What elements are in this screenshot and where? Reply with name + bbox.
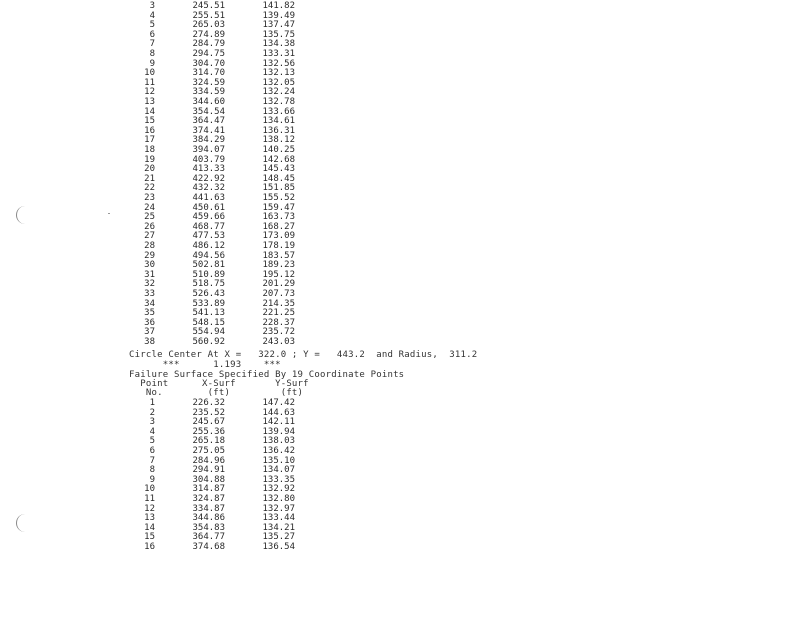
table-row [125,290,525,300]
y-surf-value: 142.68 [262,154,295,165]
y-surf-value: 134.61 [262,116,295,127]
table-row [125,40,525,50]
x-surf-value: 502.81 [192,260,225,271]
y-surf-value: 132.97 [262,503,295,514]
point-number: 38 [144,337,155,347]
x-surf-value: 334.59 [192,87,225,98]
table-row [125,50,525,60]
y-surf-value: 133.66 [262,106,295,117]
point-number: 16 [144,125,155,136]
coordinate-table-1 [125,2,525,352]
point-number: 17 [144,135,155,146]
y-surf-value: 148.45 [262,173,295,184]
table-row [125,88,525,98]
table-row [125,418,525,428]
x-surf-value: 413.33 [192,164,225,175]
x-surf-value: 560.92 [192,337,225,347]
y-surf-value: 138.12 [262,135,295,146]
x-surf-value: 494.56 [192,250,225,261]
point-number: 16 [144,542,155,552]
table-row [125,328,525,338]
y-surf-value: 136.54 [262,542,295,552]
x-surf-value: 384.29 [192,135,225,146]
table-row [125,12,525,22]
y-surf-value: 132.92 [262,484,295,495]
x-surf-value: 284.79 [192,39,225,50]
point-number: 4 [149,426,155,437]
point-number: 10 [144,68,155,79]
table-row [125,175,525,185]
x-surf-value: 548.15 [192,317,225,328]
y-surf-value: 139.49 [262,10,295,21]
y-surf-value: 135.75 [262,29,295,40]
y-surf-value: 159.47 [262,202,295,213]
table-row [125,261,525,271]
point-number: 14 [144,106,155,117]
x-surf-value: 554.94 [192,327,225,338]
table-row [125,184,525,194]
y-surf-value: 151.85 [262,183,295,194]
x-surf-value: 344.86 [192,513,225,524]
x-surf-value: 274.89 [192,29,225,40]
point-number: 19 [144,154,155,165]
point-number: 12 [144,87,155,98]
table-row [125,495,525,505]
table-row [125,533,525,543]
point-number: 2 [149,407,155,418]
point-number: 11 [144,494,155,504]
x-surf-value: 450.61 [192,202,225,213]
x-surf-value: 422.92 [192,173,225,184]
x-surf-value: 533.89 [192,298,225,309]
x-surf-value: 284.96 [192,455,225,466]
point-number: 25 [144,212,155,223]
point-number: 3 [149,417,155,428]
x-surf-value: 235.52 [192,407,225,418]
y-surf-value: 195.12 [262,269,295,280]
point-number: 29 [144,250,155,261]
table-row [125,2,525,12]
scan-speck [108,213,110,214]
x-surf-value: 294.75 [192,49,225,59]
point-number: 9 [149,474,155,485]
point-number: 33 [144,289,155,299]
table-row [125,242,525,252]
x-surf-value: 314.87 [192,484,225,495]
point-number: 26 [144,221,155,232]
point-number: 34 [144,298,155,309]
y-surf-value: 163.73 [262,212,295,223]
table-row [125,165,525,175]
point-number: 18 [144,145,155,155]
x-surf-value: 510.89 [192,269,225,280]
y-surf-value: 135.27 [262,532,295,543]
point-number: 6 [149,446,155,456]
x-surf-value: 255.36 [192,426,225,437]
y-surf-value: 173.09 [262,231,295,242]
y-surf-value: 243.03 [262,337,295,347]
point-number: 13 [144,97,155,107]
table-row [125,252,525,262]
x-surf-value: 526.43 [192,289,225,299]
x-surf-value: 226.32 [192,398,225,408]
point-number: 7 [149,39,155,50]
point-number: 37 [144,327,155,338]
table-row [125,319,525,329]
table-row [125,271,525,281]
y-surf-value: 136.42 [262,446,295,456]
punch-hole-bottom [16,514,27,532]
table-row [125,204,525,214]
y-surf-value: 138.03 [262,436,295,447]
y-surf-value: 142.11 [262,417,295,428]
y-surf-value: 132.05 [262,77,295,88]
coordinate-table-2 [125,399,525,559]
x-surf-value: 265.18 [192,436,225,447]
point-number: 4 [149,10,155,21]
x-surf-value: 245.51 [192,1,225,11]
table-row [125,485,525,495]
y-surf-value: 145.43 [262,164,295,175]
point-number: 5 [149,20,155,31]
table-row [125,136,525,146]
y-surf-value: 183.57 [262,250,295,261]
table-row [125,466,525,476]
x-surf-value: 304.88 [192,474,225,485]
x-surf-value: 304.70 [192,58,225,69]
x-surf-value: 468.77 [192,221,225,232]
x-surf-value: 459.66 [192,212,225,223]
column-header-labels: Point X-Surf Y-Surf [129,379,309,389]
table-row [125,127,525,137]
y-surf-value: 132.56 [262,58,295,69]
y-surf-value: 235.72 [262,327,295,338]
x-surf-value: 255.51 [192,10,225,21]
table-row [125,505,525,515]
y-surf-value: 134.38 [262,39,295,50]
x-surf-value: 432.32 [192,183,225,194]
y-surf-value: 132.13 [262,68,295,79]
point-number: 22 [144,183,155,194]
y-surf-value: 134.21 [262,522,295,533]
y-surf-value: 132.80 [262,494,295,504]
point-number: 3 [149,1,155,11]
x-surf-value: 334.87 [192,503,225,514]
table-row [125,309,525,319]
x-surf-value: 314.70 [192,68,225,79]
y-surf-value: 221.25 [262,308,295,319]
point-number: 12 [144,503,155,514]
table-row [125,31,525,41]
y-surf-value: 139.94 [262,426,295,437]
y-surf-value: 178.19 [262,241,295,251]
point-number: 23 [144,193,155,203]
point-number: 1 [149,398,155,408]
point-number: 15 [144,116,155,127]
point-number: 8 [149,465,155,476]
point-number: 14 [144,522,155,533]
y-surf-value: 132.78 [262,97,295,107]
punch-hole-top [16,206,27,224]
table-row [125,338,525,348]
point-number: 32 [144,279,155,290]
table-row [125,280,525,290]
table-row [125,223,525,233]
point-number: 28 [144,241,155,251]
table-row [125,213,525,223]
y-surf-value: 201.29 [262,279,295,290]
y-surf-value: 135.10 [262,455,295,466]
point-number: 13 [144,513,155,524]
table-row [125,21,525,31]
point-number: 35 [144,308,155,319]
table-row [125,447,525,457]
table-row [125,476,525,486]
x-surf-value: 486.12 [192,241,225,251]
x-surf-value: 344.60 [192,97,225,107]
point-number: 7 [149,455,155,466]
point-number: 11 [144,77,155,88]
y-surf-value: 141.82 [262,1,295,11]
x-surf-value: 374.68 [192,542,225,552]
table-row [125,117,525,127]
y-surf-value: 132.24 [262,87,295,98]
point-number: 30 [144,260,155,271]
table-row [125,156,525,166]
table-row [125,514,525,524]
failure-surface-header: Failure Surface Specified By 19 Coordinate Points [129,370,405,380]
circle-center-line: Circle Center At X = 322.0 ; Y = 443.2 and Radius, 311.2 [129,350,478,360]
table-row [125,409,525,419]
y-surf-value: 214.35 [262,298,295,309]
table-row [125,146,525,156]
y-surf-value: 144.63 [262,407,295,418]
x-surf-value: 364.47 [192,116,225,127]
table-row [125,232,525,242]
x-surf-value: 441.63 [192,193,225,203]
x-surf-value: 403.79 [192,154,225,165]
point-number: 20 [144,164,155,175]
table-row [125,60,525,70]
x-surf-value: 541.13 [192,308,225,319]
point-number: 10 [144,484,155,495]
x-surf-value: 324.59 [192,77,225,88]
y-surf-value: 140.25 [262,145,295,155]
y-surf-value: 168.27 [262,221,295,232]
point-number: 36 [144,317,155,328]
table-row [125,543,525,553]
table-row [125,437,525,447]
x-surf-value: 364.77 [192,532,225,543]
table-row [125,98,525,108]
table-row [125,108,525,118]
table-row [125,79,525,89]
y-surf-value: 136.31 [262,125,295,136]
x-surf-value: 275.05 [192,446,225,456]
point-number: 27 [144,231,155,242]
point-number: 8 [149,49,155,59]
y-surf-value: 147.42 [262,398,295,408]
y-surf-value: 133.31 [262,49,295,59]
x-surf-value: 374.41 [192,125,225,136]
table-row [125,524,525,534]
x-surf-value: 477.53 [192,231,225,242]
x-surf-value: 324.87 [192,494,225,504]
table-row [125,194,525,204]
y-surf-value: 133.44 [262,513,295,524]
y-surf-value: 155.52 [262,193,295,203]
x-surf-value: 354.83 [192,522,225,533]
x-surf-value: 394.07 [192,145,225,155]
table-row [125,399,525,409]
y-surf-value: 137.47 [262,20,295,31]
y-surf-value: 189.23 [262,260,295,271]
y-surf-value: 134.07 [262,465,295,476]
point-number: 15 [144,532,155,543]
column-header-units: No. (ft) (ft) [129,388,304,398]
y-surf-value: 228.37 [262,317,295,328]
point-number: 21 [144,173,155,184]
y-surf-value: 207.73 [262,289,295,299]
point-number: 5 [149,436,155,447]
point-number: 9 [149,58,155,69]
y-surf-value: 133.35 [262,474,295,485]
table-row [125,69,525,79]
x-surf-value: 245.67 [192,417,225,428]
table-row [125,428,525,438]
x-surf-value: 518.75 [192,279,225,290]
table-row [125,457,525,467]
x-surf-value: 265.03 [192,20,225,31]
point-number: 24 [144,202,155,213]
x-surf-value: 354.54 [192,106,225,117]
point-number: 6 [149,29,155,40]
point-number: 31 [144,269,155,280]
factor-of-safety-line: *** 1.193 *** [129,360,281,370]
table-row [125,300,525,310]
x-surf-value: 294.91 [192,465,225,476]
